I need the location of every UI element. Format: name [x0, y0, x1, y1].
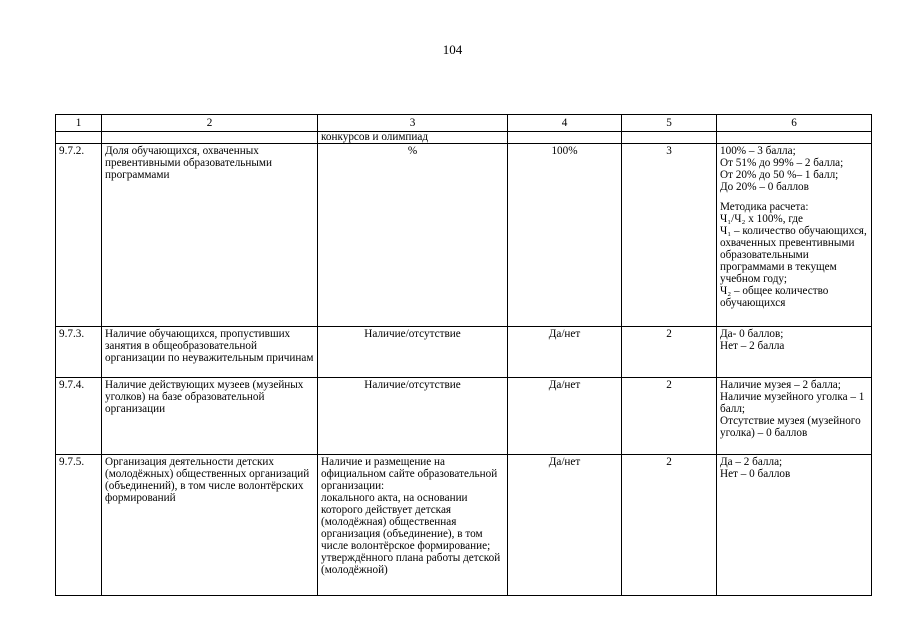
scoring-cell: [717, 144, 872, 327]
scoring-criteria: Наличие музея – 2 балла; Наличие музейного уголка – 1 балл; Отсутствие музея (музейного уголка) – 0 баллов: [717, 378, 872, 455]
header-row: [56, 115, 872, 132]
header-cell: 5: [622, 115, 717, 132]
calculation-method: Методика расчета: Ч₁/Ч₂ х 100%, где Ч₁ – количество обучающихся, охваченных превентивными образовательными программами в текущем учебном году; Ч₂ – общее количество обучающихся: [720, 201, 867, 309]
page-number: 104: [442, 42, 463, 57]
row-number: 9.7.5.: [56, 455, 102, 596]
target-value: Да/нет: [508, 327, 622, 378]
measure-unit: Наличие/отсутствие: [318, 378, 508, 455]
table-row: [56, 144, 872, 327]
max-score: 2: [622, 455, 717, 596]
max-score: 3: [622, 144, 717, 327]
row-number: 9.7.3.: [56, 327, 102, 378]
row-number: 9.7.2.: [56, 144, 102, 327]
scoring-criteria: 100% – 3 балла; От 51% до 99% – 2 балла; От 20% до 50 %– 1 балл; До 20% – 0 баллов: [720, 145, 844, 193]
table-row: [56, 327, 872, 378]
scoring-criteria: Да- 0 баллов; Нет – 2 балла: [717, 327, 872, 378]
indicator-name: Наличие обучающихся, пропустивших занятия в общеобразовательной организации по неуважительным причинам: [102, 327, 318, 378]
header-cell: 1: [56, 115, 102, 132]
row-number: 9.7.4.: [56, 378, 102, 455]
measure-unit: Наличие и размещение на официальном сайте образовательной организации: локального акта, на основании которого действует детская (молодёжная) общественная организация (объединение), в том числе волонтёрское формирование; утверждённого плана работы детской (молодёжной): [318, 455, 508, 596]
table-row: [56, 455, 872, 596]
continuation-row: [56, 132, 872, 144]
measure-unit: %: [318, 144, 508, 327]
indicator-name: Организация деятельности детских (молодёжных) общественных организаций (объединений), в том числе волонтёрских формирований: [102, 455, 318, 596]
indicator-name: Наличие действующих музеев (музейных уголков) на базе образовательной организации: [102, 378, 318, 455]
target-value: Да/нет: [508, 378, 622, 455]
max-score: 2: [622, 327, 717, 378]
measure-unit: Наличие/отсутствие: [318, 327, 508, 378]
header-cell: 4: [508, 115, 622, 132]
header-cell: 6: [717, 115, 872, 132]
continuation-text: конкурсов и олимпиад: [318, 132, 508, 144]
header-cell: 2: [102, 115, 318, 132]
target-value: 100%: [508, 144, 622, 327]
scoring-criteria: Да – 2 балла; Нет – 0 баллов: [717, 455, 872, 596]
criteria-table: [55, 114, 872, 596]
header-cell: 3: [318, 115, 508, 132]
table-row: [56, 378, 872, 455]
max-score: 2: [622, 378, 717, 455]
indicator-name: Доля обучающихся, охваченных превентивными образовательными программами: [102, 144, 318, 327]
target-value: Да/нет: [508, 455, 622, 596]
